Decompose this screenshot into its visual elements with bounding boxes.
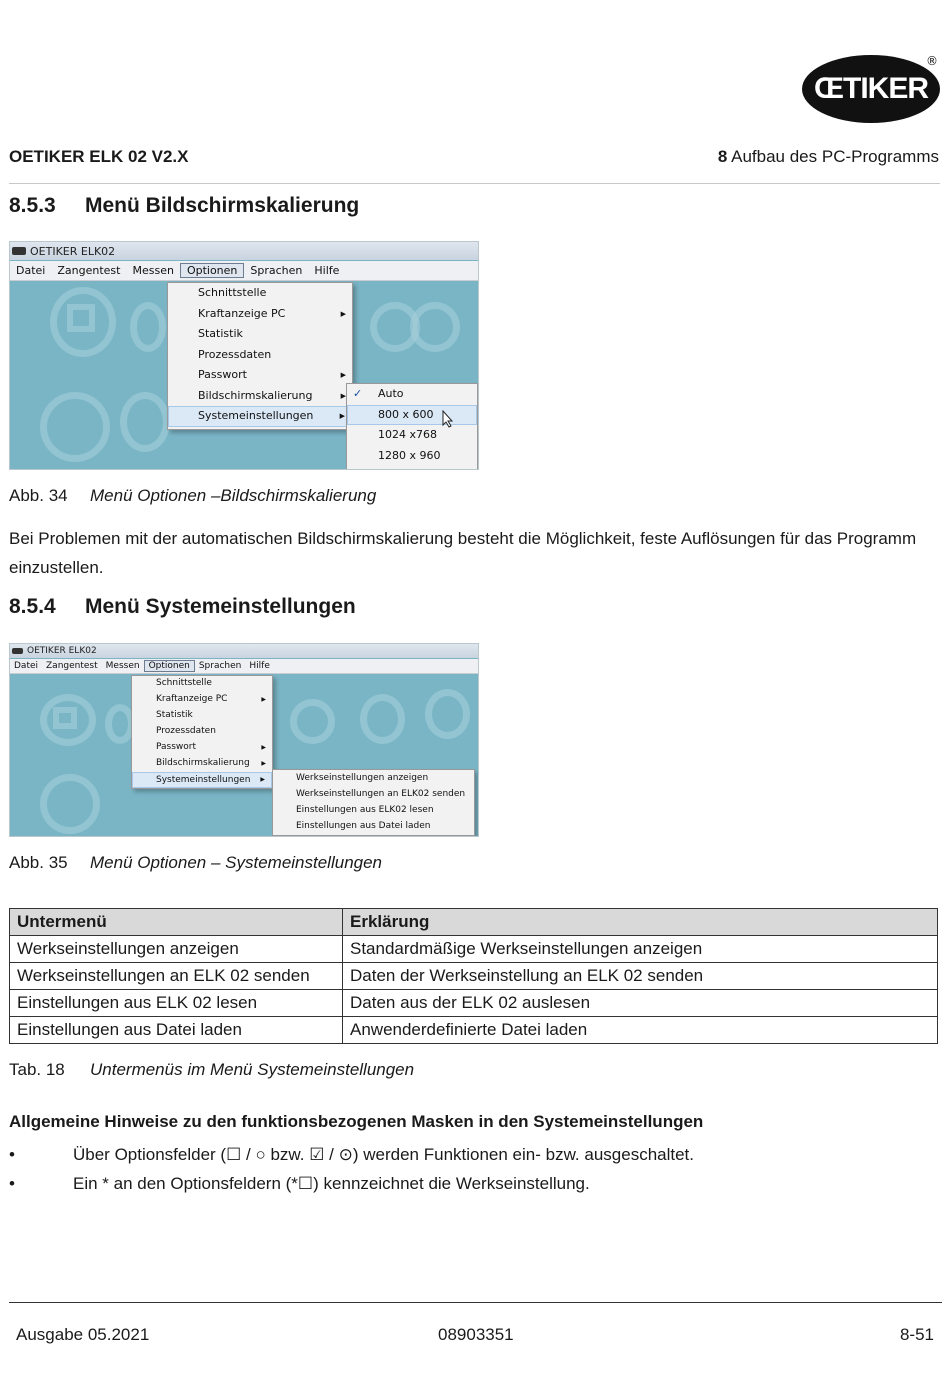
body-paragraph: Bei Problemen mit der automatischen Bildschirmskalierung besteht die Möglichkeit, feste Auflösungen für das Programm einzustellen. (9, 529, 917, 577)
menu-hilfe[interactable]: Hilfe (314, 264, 340, 277)
options-dropdown[interactable] (131, 675, 273, 789)
menu-item-statistik[interactable]: Statistik (198, 327, 243, 340)
menu-datei[interactable]: Datei (14, 661, 39, 671)
submenu-item-einstellungen-datei-laden[interactable]: Einstellungen aus Datei laden (296, 821, 431, 831)
table-cell: Werkseinstellungen anzeigen (10, 936, 343, 963)
screenshot-systemeinstellungen (9, 643, 479, 837)
section-title: Menü Bildschirmskalierung (85, 194, 360, 217)
menu-item-passwort[interactable] (132, 740, 272, 756)
submenu-arrow-icon: ▶ (261, 744, 266, 751)
header-rule (9, 183, 940, 184)
table-cell: Einstellungen aus ELK 02 lesen (10, 990, 343, 1017)
decor-ring (40, 392, 110, 462)
caption-text: Menü Optionen –Bildschirmskalierung (90, 486, 377, 505)
menu-messen[interactable]: Messen (105, 661, 140, 671)
menu-item-kraftanzeige[interactable] (132, 692, 272, 708)
system-settings-submenu[interactable] (272, 769, 475, 836)
header-chapter-title: Aufbau des PC-Programms (731, 147, 939, 166)
section-heading-systemeinstellungen (9, 595, 356, 619)
caption-text: Menü Optionen – Systemeinstellungen (90, 853, 383, 872)
submenu-item-werkseinstellungen-anzeigen[interactable]: Werkseinstellungen anzeigen (296, 773, 429, 783)
menu-messen[interactable]: Messen (132, 264, 174, 277)
window-title: OETIKER ELK02 (27, 646, 97, 656)
table-row (10, 936, 938, 963)
submenu-table (9, 908, 938, 1044)
submenu-item-1280x960[interactable]: 1280 x 960 (378, 448, 441, 462)
menu-item-label: Passwort (198, 368, 247, 381)
bullet-icon: • (9, 1174, 15, 1193)
menu-item-label: Systemeinstellungen (156, 775, 251, 785)
caption-text: Untermenüs im Menü Systemeinstellungen (90, 1060, 415, 1079)
submenu-arrow-icon: ▶ (340, 391, 346, 400)
list-item (9, 1174, 590, 1194)
decor-square (67, 304, 95, 332)
table-caption-18 (9, 1060, 414, 1080)
menu-item-label: Bildschirmskalierung (198, 388, 313, 402)
submenu-item-werkseinstellungen-senden[interactable]: Werkseinstellungen an ELK02 senden (296, 789, 466, 799)
decor-ring (410, 302, 460, 352)
menu-item-label: Bildschirmskalierung (156, 758, 250, 768)
menu-sprachen[interactable]: Sprachen (198, 661, 242, 671)
menu-item-label: Passwort (156, 742, 197, 752)
table-cell: Einstellungen aus Datei laden (10, 1017, 343, 1044)
bullet-icon: • (9, 1145, 15, 1164)
menu-optionen[interactable]: Optionen (180, 263, 244, 278)
submenu-item-1024x768[interactable]: 1024 x768 (378, 428, 437, 441)
notes-heading: Allgemeine Hinweise zu den funktionsbezogenen Masken in den Systemeinstellungen (9, 1112, 704, 1131)
menu-zangentest[interactable]: Zangentest (57, 264, 121, 277)
list-item-text: Über Optionsfelder (☐ / ○ bzw. ☑ / ⊙) werden Funktionen ein- bzw. ausgeschaltet. (73, 1145, 694, 1164)
list-item-text: Ein * an den Optionsfeldern (*☐) kennzeichnet die Werkseinstellung. (73, 1174, 590, 1193)
section-heading-bildschirmskalierung (9, 194, 359, 218)
decor-ring (120, 392, 170, 452)
footer-page-number: 8-51 (899, 1325, 934, 1344)
menu-datei[interactable]: Datei (16, 264, 46, 277)
footer-edition: Ausgabe 05.2021 (16, 1325, 150, 1344)
caption-label: Tab. 18 (9, 1060, 65, 1079)
header-product: OETIKER ELK 02 V2.X (9, 147, 189, 166)
submenu-arrow-icon: ▶ (340, 371, 346, 379)
submenu-arrow-icon: ▶ (261, 760, 266, 767)
footer-rule (9, 1302, 942, 1303)
menu-item-label: Kraftanzeige PC (198, 306, 286, 320)
logo-text: ŒTIKER (814, 72, 928, 105)
submenu-item-auto[interactable] (347, 384, 477, 405)
menu-item-passwort[interactable] (168, 365, 352, 386)
menu-bar[interactable] (10, 659, 478, 674)
caption-label: Abb. 35 (9, 853, 68, 872)
table-row (10, 1017, 938, 1044)
menu-item-bildschirmskalierung[interactable] (168, 386, 352, 407)
footer-document-number: 08903351 (438, 1325, 514, 1344)
options-dropdown[interactable] (167, 282, 353, 430)
menu-optionen[interactable]: Optionen (144, 660, 195, 672)
oetiker-logo (802, 55, 940, 123)
window-title-bar (10, 644, 478, 658)
checkmark-icon: ✓ (353, 387, 363, 400)
menu-item-kraftanzeige[interactable] (168, 304, 352, 325)
table-cell: Werkseinstellungen an ELK 02 senden (10, 963, 343, 990)
menu-item-systemeinstellungen[interactable] (132, 772, 272, 788)
decor-ring (425, 689, 470, 739)
submenu-arrow-icon: ▶ (340, 309, 346, 318)
decor-ring (290, 699, 335, 744)
table-row (10, 963, 938, 990)
list-item (9, 1145, 694, 1165)
header-chapter-number: 8 (717, 147, 728, 166)
table-header: Erklärung (343, 909, 938, 936)
menu-item-prozessdaten[interactable]: Prozessdaten (198, 347, 272, 361)
table-row (10, 990, 938, 1017)
menu-item-schnittstelle[interactable]: Schnittstelle (198, 286, 267, 299)
figure-caption-35 (9, 853, 382, 873)
menu-zangentest[interactable]: Zangentest (46, 661, 98, 671)
figure-caption-34 (9, 486, 376, 506)
table-header: Untermenü (10, 909, 343, 936)
app-icon (12, 648, 23, 654)
decor-ring (40, 774, 100, 834)
menu-sprachen[interactable]: Sprachen (250, 264, 303, 277)
submenu-arrow-icon: ▶ (261, 696, 266, 703)
caption-label: Abb. 34 (9, 486, 68, 505)
decor-square (53, 707, 77, 729)
table-cell: Standardmäßige Werkseinstellungen anzeigen (343, 936, 938, 963)
decor-ring (360, 694, 405, 744)
decor-ring (130, 302, 166, 352)
table-cell: Daten aus der ELK 02 auslesen (343, 990, 938, 1017)
menu-item-bildschirmskalierung[interactable] (132, 756, 272, 772)
menu-item-statistik[interactable]: Statistik (156, 710, 193, 720)
table-cell: Daten der Werkseinstellung an ELK 02 senden (343, 963, 938, 990)
submenu-item-label: 800 x 600 (378, 407, 434, 421)
section-title: Menü Systemeinstellungen (85, 595, 356, 618)
window-title: OETIKER ELK02 (30, 244, 116, 258)
table-header-row (10, 909, 938, 936)
app-icon (12, 247, 26, 255)
menu-item-label: Kraftanzeige PC (156, 694, 228, 704)
window-title-bar (10, 242, 478, 260)
submenu-arrow-icon: ▶ (260, 776, 265, 783)
menu-item-prozessdaten[interactable]: Prozessdaten (156, 726, 216, 736)
screenshot-bildschirmskalierung (9, 241, 479, 470)
menu-item-label: Systemeinstellungen (198, 409, 314, 422)
table-cell: Anwenderdefinierte Datei laden (343, 1017, 938, 1044)
submenu-arrow-icon: ▶ (339, 412, 345, 420)
menu-bar[interactable] (10, 261, 478, 281)
submenu-item-label: Auto (378, 387, 404, 400)
section-number: 8.5.3 (9, 194, 56, 217)
section-number: 8.5.4 (9, 595, 56, 618)
submenu-item-einstellungen-lesen[interactable]: Einstellungen aus ELK02 lesen (296, 805, 434, 815)
header-chapter (718, 147, 939, 167)
scaling-submenu[interactable] (346, 383, 478, 470)
menu-item-schnittstelle[interactable]: Schnittstelle (156, 678, 212, 688)
registered-mark: ® (926, 54, 938, 68)
submenu-item-800x600[interactable] (347, 405, 477, 426)
menu-item-systemeinstellungen[interactable] (168, 406, 352, 427)
menu-hilfe[interactable]: Hilfe (249, 661, 270, 671)
